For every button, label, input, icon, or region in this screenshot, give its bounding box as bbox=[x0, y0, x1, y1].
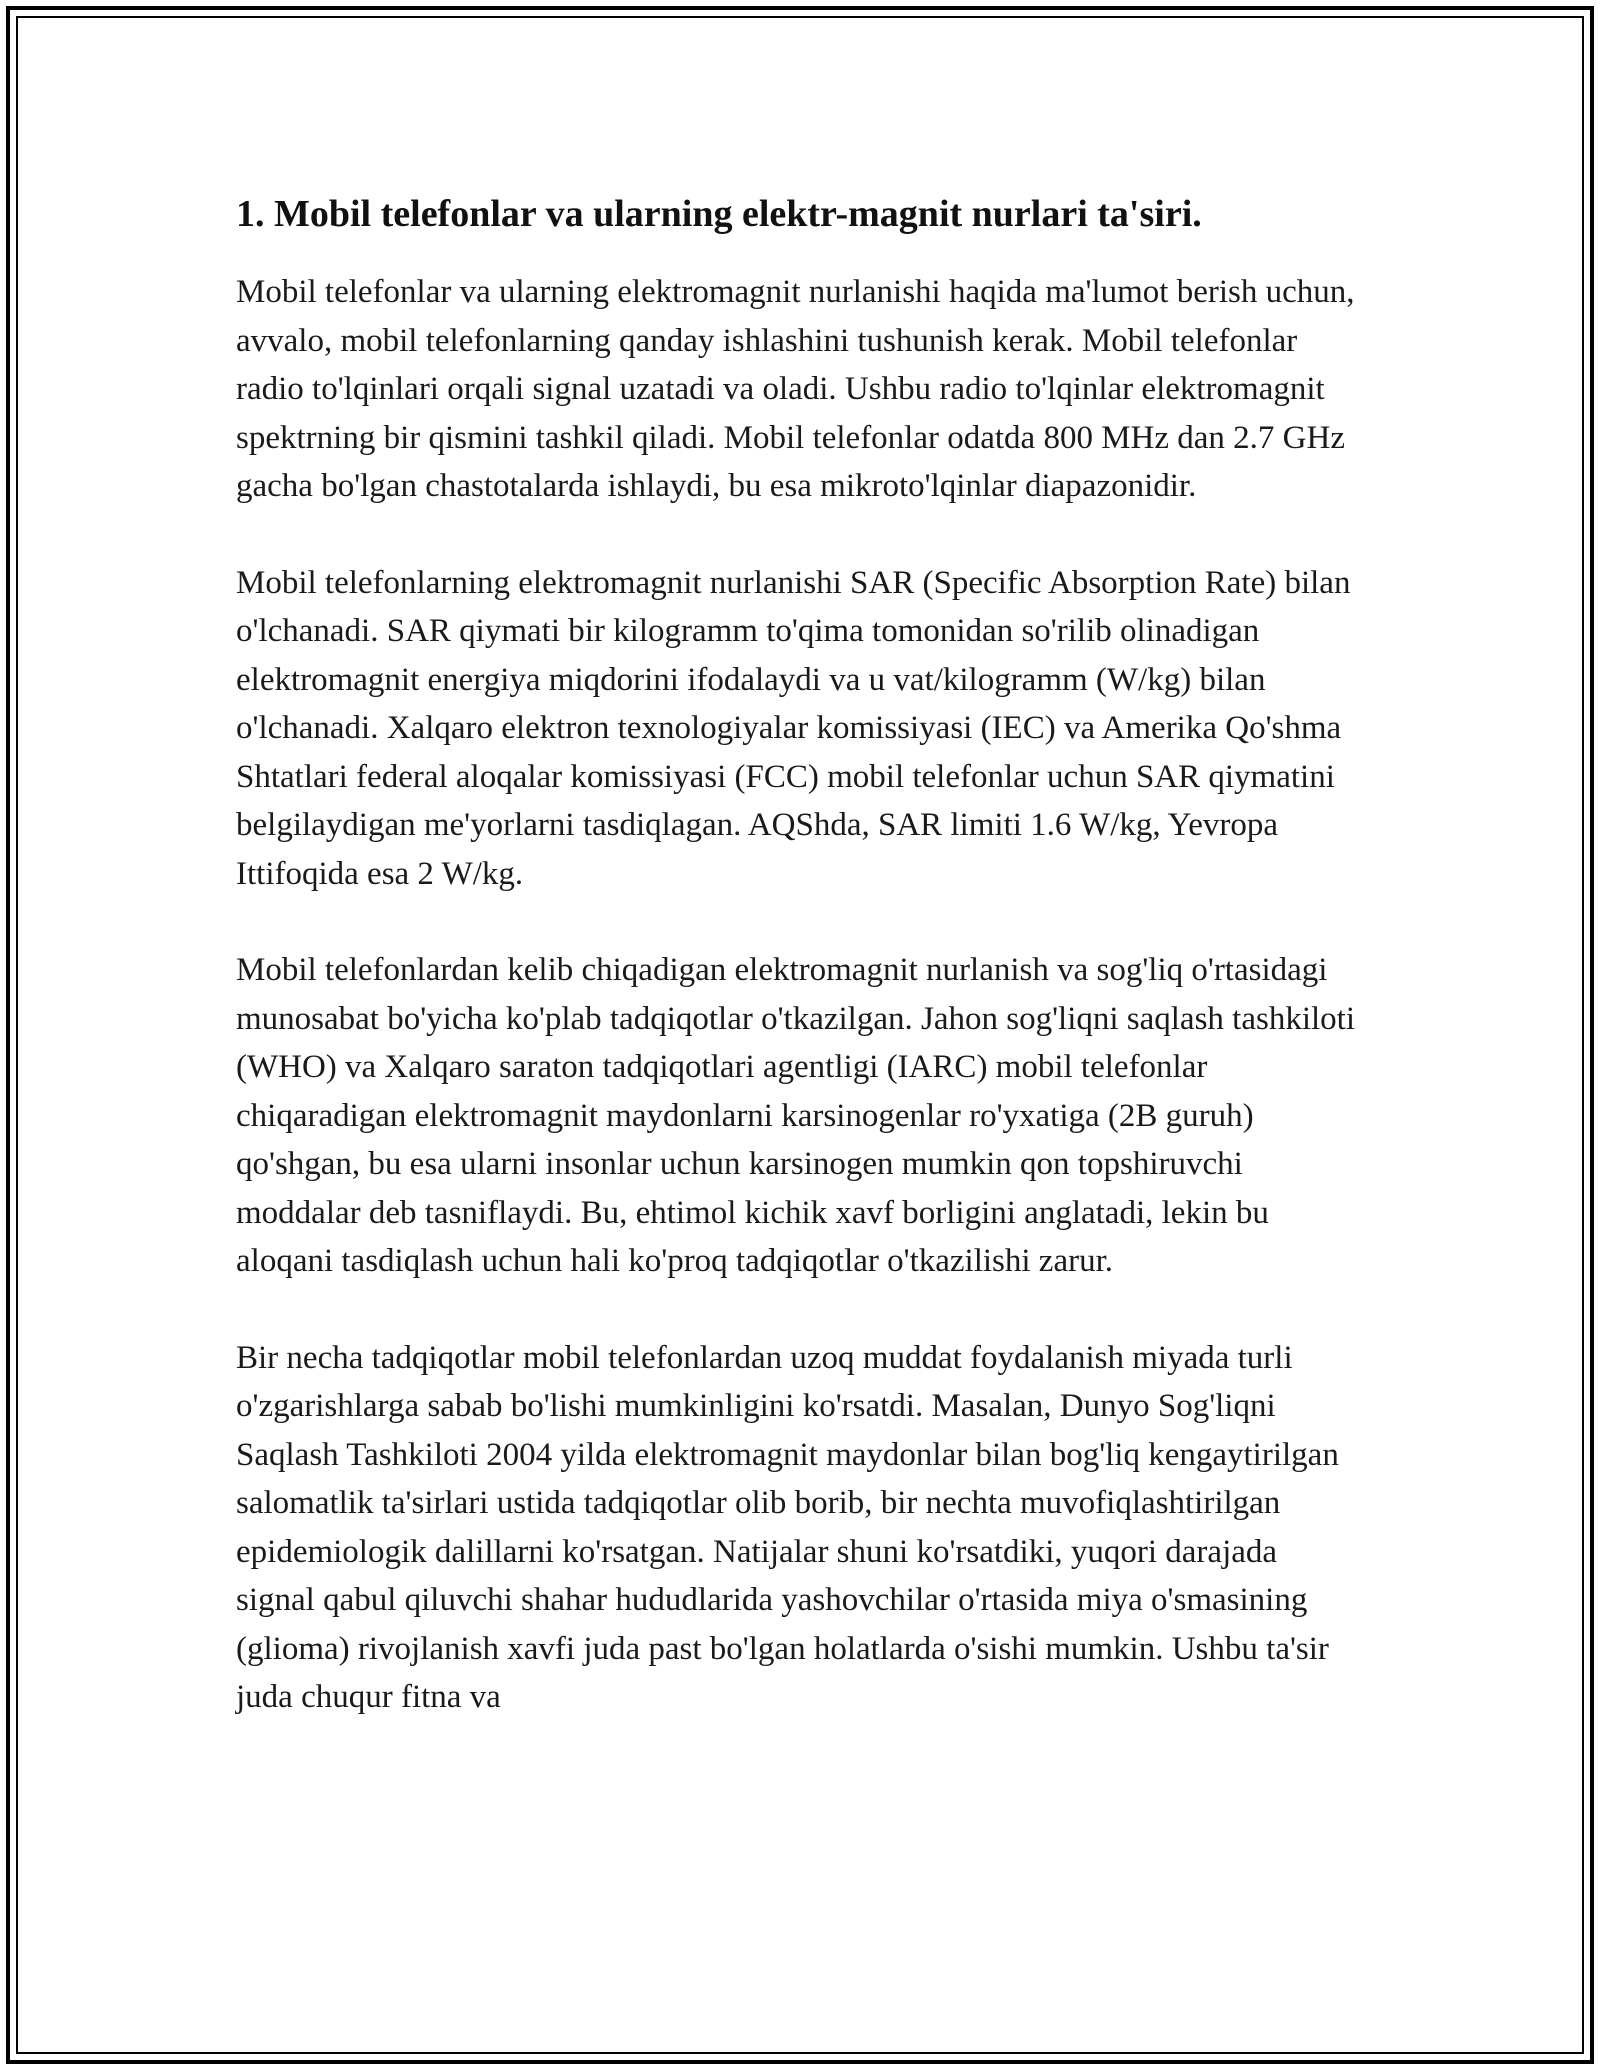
paragraph-1: Mobil telefonlar va ularning elektromagnit nurlanishi haqida ma'lumot berish uchun, avvalo, mobil telefonlarning qanday ishlashini tushunish kerak. Mobil telefonlar radio to'lqinlari orqali signal uzatadi va oladi. Ushbu radio to'lqinlar elektromagnit spektrning bir qismini tashkil qiladi. Mobil telefonlar odatda 800 MHz dan 2.7 GHz gacha bo'lgan chastotalarda ishlaydi, bu esa mikroto'lqinlar diapazonidir. bbox=[236, 274, 1355, 504]
section-heading: 1. Mobil telefonlar va ularning elektr-magnit nurlari ta'siri. bbox=[236, 193, 1202, 235]
paragraph-3: Mobil telefonlardan kelib chiqadigan elektromagnit nurlanish va sog'liq o'rtasidagi munosabat bo'yicha ko'plab tadqiqotlar o'tkazilgan. Jahon sog'liqni saqlash tashkiloti (WHO) va Xalqaro saraton tadqiqotlari agentligi (IARC) mobil telefonlar chiqaradigan elektromagnit maydonlarni karsinogenlar ro'yxatiga (2B guruh) qo'shgan, bu esa ularni insonlar uchun karsinogen mumkin qon topshiruvchi moddalar deb tasniflaydi. Bu, ehtimol kichik xavf borligini anglatadi, lekin bu aloqani tasdiqlash uchun hali ko'proq tadqiqotlar o'tkazilishi zarur. bbox=[236, 952, 1356, 1279]
document-body bbox=[236, 186, 1356, 1770]
paragraph-2: Mobil telefonlarning elektromagnit nurlanishi SAR (Specific Absorption Rate) bilan o'lchanadi. SAR qiymati bir kilogramm to'qima tomonidan so'rilib olinadigan elektromagnit energiya miqdorini ifodalaydi va u vat/kilogramm (W/kg) bilan o'lchanadi. Xalqaro elektron texnologiyalar komissiyasi (IEC) va Amerika Qo'shma Shtatlari federal aloqalar komissiyasi (FCC) mobil telefonlar uchun SAR qiymatini belgilaydigan me'yorlarni tasdiqlagan. AQShda, SAR limiti 1.6 W/kg, Yevropa Ittifoqida esa 2 W/kg. bbox=[236, 564, 1351, 892]
paragraph-4: Bir necha tadqiqotlar mobil telefonlardan uzoq muddat foydalanish miyada turli o'zgarishlarga sabab bo'lishi mumkinligini ko'rsatdi. Masalan, Dunyo Sog'liqni Saqlash Tashkiloti 2004 yilda elektromagnit maydonlar bilan bog'liq kengaytirilgan salomatlik ta'sirlari ustida tadqiqotlar olib borib, bir nechta muvofiqlashtirilgan epidemiologik dalillarni ko'rsatgan. Natijalar shuni ko'rsatdiki, yuqori darajada signal qabul qiluvchi shahar hududlarida yashovchilar o'rtasida miya o'smasining (glioma) rivojlanish xavfi juda past bo'lgan holatlarda o'sishi mumkin. Ushbu ta'sir juda chuqur fitna va bbox=[236, 1339, 1339, 1715]
